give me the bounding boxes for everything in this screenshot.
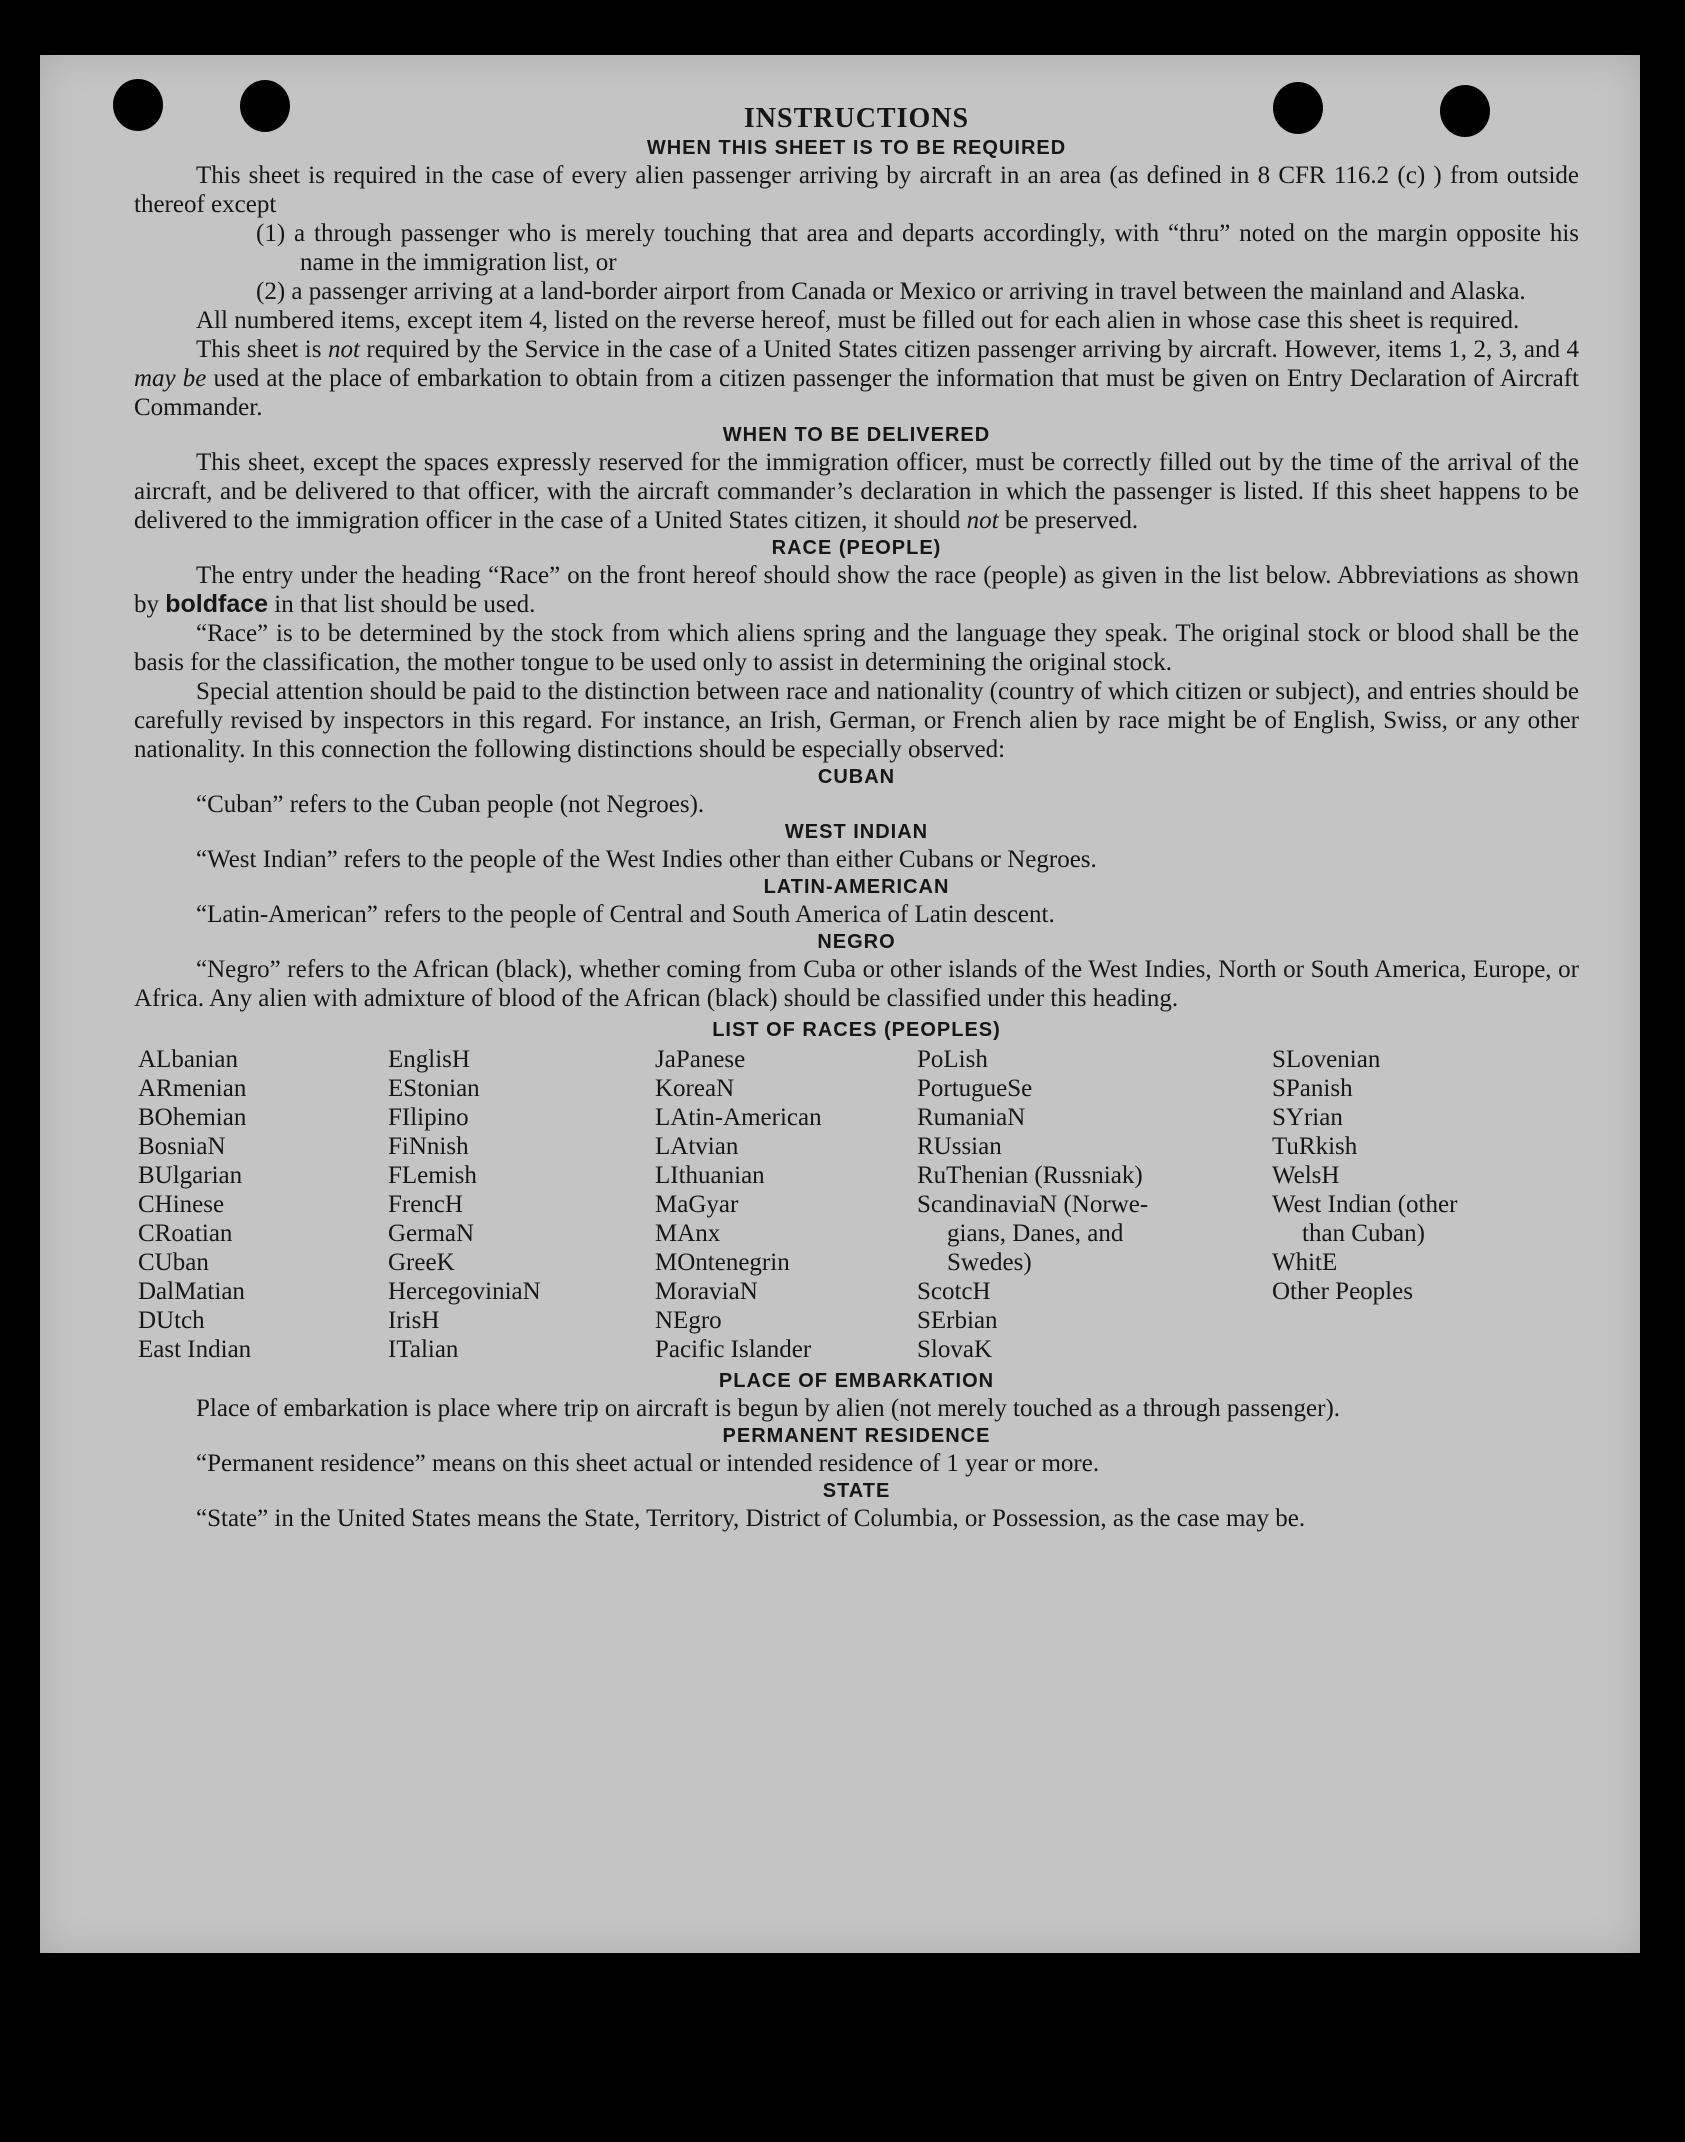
paragraph	[134, 448, 1579, 535]
text-run: The entry under the heading “Race” on the front hereof should show the race (people) as given in the list below. Abbreviations as shown by	[134, 562, 1579, 618]
text-run: used at the place of embarkation to obtain from a citizen passenger the information that must be given on Entry Declaration of Aircraft Commander.	[134, 365, 1580, 421]
race-item: Other Peoples	[1272, 1278, 1413, 1305]
text-run: be preserved.	[998, 507, 1139, 534]
race-item: KoreaN	[655, 1075, 735, 1102]
paragraph: “West Indian” refers to the people of the West Indies other than either Cubans or Negroes.	[196, 846, 1097, 873]
section-heading-required: WHEN THIS SHEET IS TO BE REQUIRED	[646, 137, 1067, 159]
race-item: JaPanese	[655, 1046, 746, 1073]
race-item: Pacific Islander	[655, 1336, 812, 1363]
race-item: LIthuanian	[655, 1162, 765, 1189]
race-item: DUtch	[138, 1307, 205, 1334]
section-heading-list-of-races: LIST OF RACES (PEOPLES)	[712, 1019, 1001, 1041]
race-item: RumaniaN	[917, 1104, 1026, 1131]
text-run-italic: may be	[134, 365, 207, 392]
races-column	[917, 1045, 1272, 1364]
race-item: ScotcH	[917, 1278, 991, 1305]
race-item: RuThenian (Russniak)	[917, 1162, 1143, 1189]
race-item: MaGyar	[655, 1191, 739, 1218]
document-sheet	[40, 55, 1640, 1953]
races-column	[655, 1045, 917, 1364]
paragraph: All numbered items, except item 4, listed on the reverse hereof, must be filled out for each alien in whose case this sheet is required.	[196, 307, 1520, 334]
race-item: CHinese	[138, 1191, 225, 1218]
race-item: SYrian	[1272, 1104, 1343, 1131]
race-item: BosniaN	[138, 1133, 226, 1160]
instructions-content	[134, 103, 1579, 1533]
paragraph	[134, 561, 1579, 619]
section-heading-cuban: CUBAN	[817, 766, 896, 788]
paragraph	[134, 335, 1579, 422]
paragraph: This sheet is required in the case of every alien passenger arriving by aircraft in an area (as defined in 8 CFR 116.2 (c) ) from outside thereof except	[134, 162, 1579, 218]
race-item: ITalian	[388, 1336, 459, 1363]
paragraph: “Latin-American” refers to the people of Central and South America of Latin descent.	[196, 901, 1055, 928]
race-item: RUssian	[917, 1133, 1002, 1160]
race-item: East Indian	[138, 1336, 252, 1363]
paragraph: “Permanent residence” means on this sheet actual or intended residence of 1 year or more.	[196, 1450, 1100, 1477]
paragraph: “Cuban” refers to the Cuban people (not Negroes).	[196, 791, 705, 818]
race-item: SErbian	[917, 1307, 998, 1334]
race-item: MAnx	[655, 1220, 721, 1247]
race-item: West Indian (other	[1272, 1191, 1458, 1218]
race-item: FIlipino	[388, 1104, 469, 1131]
section-heading-embarkation: PLACE OF EMBARKATION	[718, 1370, 995, 1392]
section-heading-residence: PERMANENT RESIDENCE	[722, 1425, 991, 1447]
race-item: FLemish	[388, 1162, 477, 1189]
race-item: ARmenian	[138, 1075, 247, 1102]
text-run-italic: not	[966, 507, 999, 534]
paragraph: “State” in the United States means the State, Territory, District of Columbia, or Possession, as the case may be.	[196, 1505, 1306, 1532]
text-run-italic: not	[327, 336, 360, 363]
race-item: IrisH	[388, 1307, 440, 1334]
race-item: TuRkish	[1272, 1133, 1358, 1160]
race-item: LAtin-American	[655, 1104, 822, 1131]
race-item: than Cuban)	[1302, 1220, 1425, 1247]
race-item: DalMatian	[138, 1278, 245, 1305]
text-run: required by the Service in the case of a United States citizen passenger arriving by aircraft. However, items 1, 2, 3, and 4	[359, 336, 1579, 363]
race-item: GermaN	[388, 1220, 475, 1247]
race-item: HercegoviniaN	[388, 1278, 541, 1305]
race-item: MoraviaN	[655, 1278, 758, 1305]
text-run: This sheet is	[196, 336, 328, 363]
race-item: MOntenegrin	[655, 1249, 790, 1276]
race-item: PortugueSe	[917, 1075, 1033, 1102]
section-heading-race: RACE (PEOPLE)	[771, 537, 942, 559]
race-item: SlovaK	[917, 1336, 992, 1363]
race-item: LAtvian	[655, 1133, 739, 1160]
list-item: (1) a through passenger who is merely touching that area and departs accordingly, with “thru” noted on the margin opposite his name in the immigration list, or	[256, 220, 1579, 276]
race-item: FrencH	[388, 1191, 463, 1218]
paragraph: “Race” is to be determined by the stock from which aliens spring and the language they speak. The original stock or blood shall be the basis for the classification, the mother tongue to be used only to assist in determining the original stock.	[134, 620, 1579, 676]
race-item: CRoatian	[138, 1220, 233, 1247]
section-heading-negro: NEGRO	[817, 931, 896, 953]
race-item: BUlgarian	[138, 1162, 243, 1189]
section-heading-delivered: WHEN TO BE DELIVERED	[722, 424, 991, 446]
race-item: CUban	[138, 1249, 209, 1276]
race-item: PoLish	[917, 1046, 988, 1073]
text-run: in that list should be used.	[268, 591, 536, 618]
text-run: This sheet, except the spaces expressly reserved for the immigration officer, must be correctly filled out by the time of the arrival of the aircraft, and be delivered to that officer, with the aircraft commander’s declaration in which the passenger is listed. If this sheet happens to be delivered to the immigration officer in the case of a United States citizen, it should	[134, 449, 1579, 534]
text-run-bold: boldface	[165, 590, 269, 618]
section-heading-latin-american: LATIN-AMERICAN	[763, 876, 950, 898]
race-item: BOhemian	[138, 1104, 247, 1131]
race-item: GreeK	[388, 1249, 455, 1276]
race-item: EStonian	[388, 1075, 480, 1102]
page-title: INSTRUCTIONS	[743, 103, 970, 134]
race-item: gians, Danes, and	[947, 1220, 1124, 1247]
races-column	[1272, 1045, 1572, 1364]
races-column	[388, 1045, 655, 1364]
list-item: (2) a passenger arriving at a land-border airport from Canada or Mexico or arriving in travel between the mainland and Alaska.	[256, 278, 1526, 305]
race-item: FiNnish	[388, 1133, 469, 1160]
paragraph: Place of embarkation is place where trip on aircraft is begun by alien (not merely touched as a through passenger).	[196, 1395, 1341, 1422]
race-item: NEgro	[655, 1307, 722, 1334]
paragraph: Special attention should be paid to the distinction between race and nationality (country of which citizen or subject), and entries should be carefully revised by inspectors in this regard. For instance, an Irish, German, or French alien by race might be of English, Swiss, or any other nationality. In this connection the following distinctions should be especially observed:	[134, 678, 1579, 763]
race-item: EnglisH	[388, 1046, 470, 1073]
race-item: SLovenian	[1272, 1046, 1381, 1073]
section-heading-state: STATE	[822, 1480, 891, 1502]
race-item: Swedes)	[947, 1249, 1032, 1276]
race-item: WelsH	[1272, 1162, 1340, 1189]
races-column	[138, 1045, 388, 1364]
paragraph: “Negro” refers to the African (black), whether coming from Cuba or other islands of the West Indies, North or South America, Europe, or Africa. Any alien with admixture of blood of the African (black) should be classified under this heading.	[134, 956, 1579, 1012]
race-item: ALbanian	[138, 1046, 238, 1073]
race-item: SPanish	[1272, 1075, 1353, 1102]
races-list	[138, 1045, 1579, 1364]
section-heading-west-indian: WEST INDIAN	[784, 821, 929, 843]
race-item: WhitE	[1272, 1249, 1338, 1276]
race-item: ScandinaviaN (Norwe-	[917, 1191, 1149, 1218]
